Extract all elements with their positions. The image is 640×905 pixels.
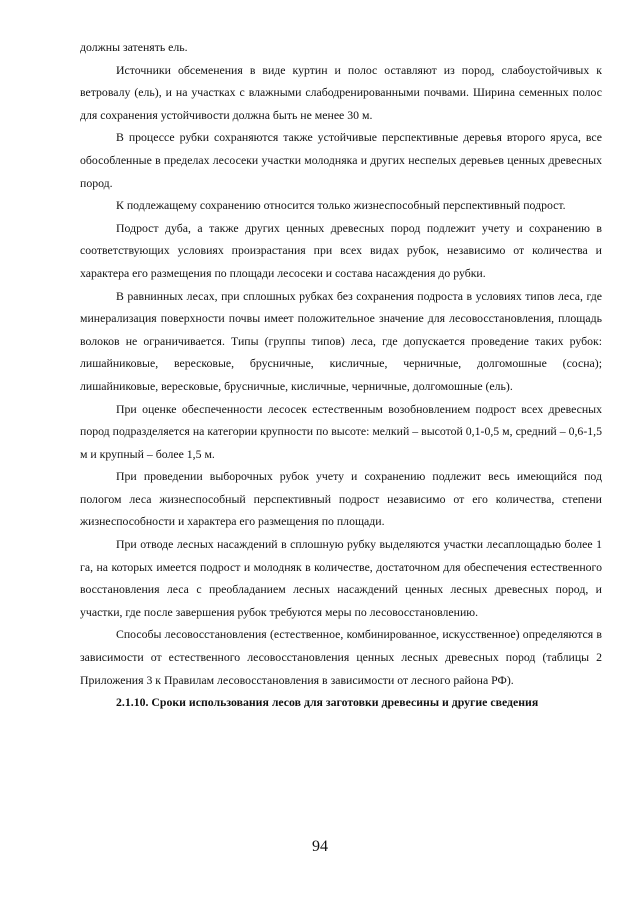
paragraph-1: должны затенять ель. — [80, 40, 188, 54]
paragraph-10: Способы лесовосстановления (естественное, комбинированное, искусственное) определяются в зависимости от естественного лесовосстановления ценных лесных древесных пород (таблицы 2 Приложения 3 к Правилам лесовосстановления в зависимости от лесного района РФ). — [80, 627, 602, 687]
paragraph-5: Подрост дуба, а также других ценных древесных пород подлежит учету и сохранению в соответствующих условиях произрастания при всех видах рубок, независимо от количества и характера его размещения по площади лесосеки и состава насаждения до рубки. — [80, 220, 602, 280]
paragraph-2: Источники обсеменения в виде куртин и полос оставляют из пород, слабоустойчивых к ветровалу (ель), и на участках с влажными слабодренированными почвами. Ширина семенных полос для сохранения устойчивости должна быть не менее 30 м. — [80, 62, 602, 122]
paragraph-8: При проведении выборочных рубок учету и сохранению подлежит весь имеющийся под пологом леса жизнеспособный перспективный подрост независимо от его количества, степени жизнеспособности и характера его размещения по площади. — [80, 469, 602, 529]
section-heading: 2.1.10. Сроки использования лесов для заготовки древесины и другие сведения — [116, 695, 539, 710]
paragraph-7: При оценке обеспеченности лесосек естественным возобновлением подрост всех древесных пород подразделяется на категории крупности по высоте: мелкий – высотой 0,1-0,5 м, средний – 0,6-1,5 м и крупный – более 1,5 м. — [80, 401, 602, 461]
paragraph-4: К подлежащему сохранению относится только жизнеспособный перспективный подрост. — [116, 198, 566, 213]
paragraph-6: В равнинных лесах, при сплошных рубках без сохранения подроста в условиях типов леса, где минерализация поверхности почвы имеет положительное значение для лесовосстановления, площадь волоков не ограничивается. Типы (группы типов) леса, где допускается проведение таких рубок: лишайниковые, вересковые, брусничные, кисличные, черничные, долгомошные (сосна); лишайниковые, вересковые, брусничные, кисличные, черничные, долгомошные (ель). — [80, 288, 602, 393]
paragraph-3: В процессе рубки сохраняются также устойчивые перспективные деревья второго яруса, все обособленные в пределах лесосеки участки молодняка и других неспелых деревьев ценных древесных пород. — [80, 130, 602, 190]
page-number: 94 — [312, 838, 328, 855]
document-body — [80, 36, 602, 714]
paragraph-9: При отводе лесных насаждений в сплошную рубку выделяются участки лесаплощадью более 1 га, на которых имеется подрост и молодняк в количестве, достаточном для обеспечения естественного восстановления леса с преобладанием лесных насаждений ценных лесных древесных пород, и участки, где после завершения рубок требуются меры по лесовосстановлению. — [80, 537, 602, 619]
